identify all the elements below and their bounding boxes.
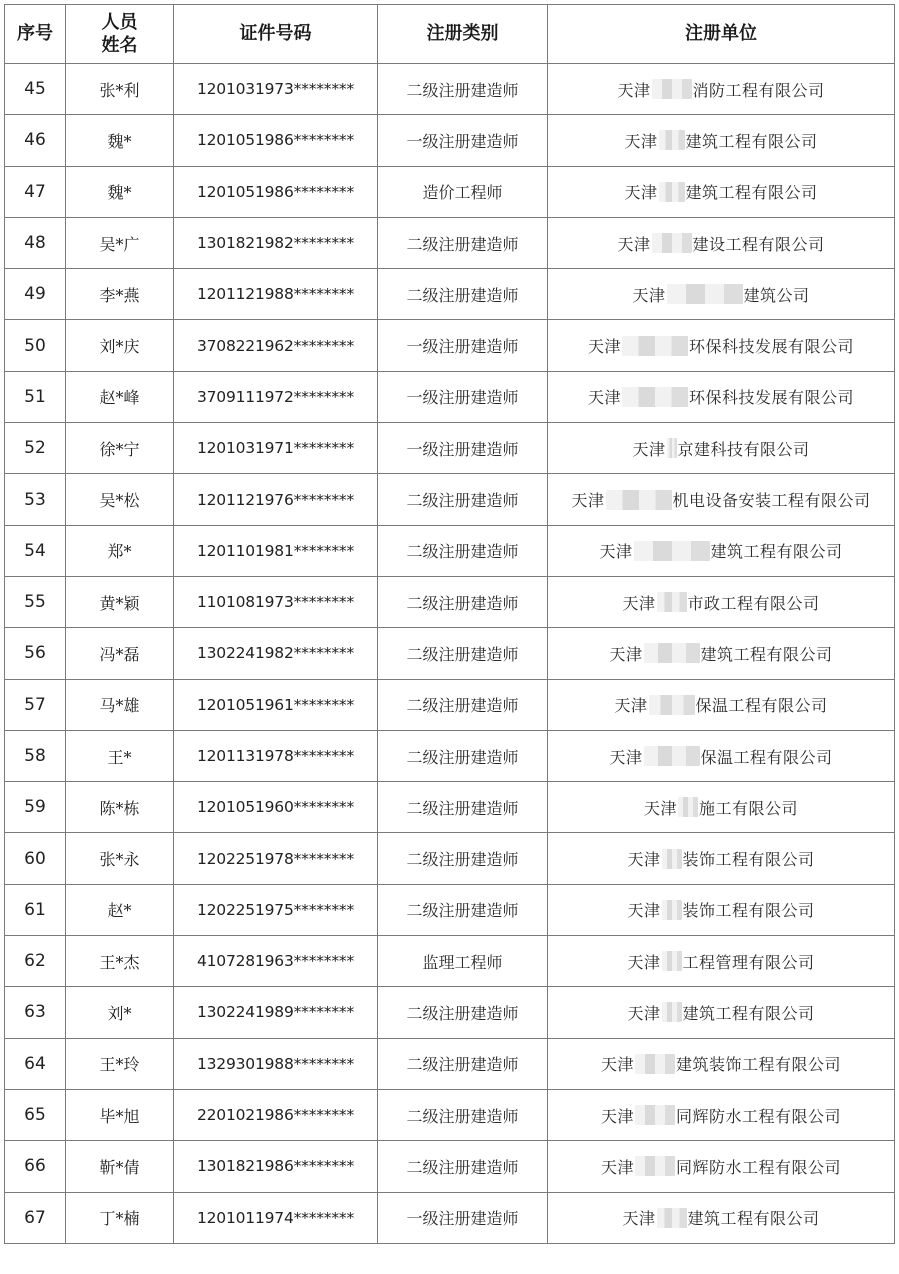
table-row: [5, 576, 895, 627]
row-id-number: 1201121976********: [174, 474, 378, 525]
table-row: [5, 782, 895, 833]
row-person-name: 靳*倩: [66, 1141, 174, 1192]
unit-prefix: 天津: [643, 798, 677, 818]
unit-text: [632, 283, 809, 306]
row-registration-unit: [548, 217, 895, 268]
table-row: [5, 730, 895, 781]
row-registration-unit: [548, 115, 895, 166]
unit-suffix: 环保科技发展有限公司: [689, 337, 855, 357]
row-registration-unit: [548, 884, 895, 935]
row-person-name: 吴*松: [66, 474, 174, 525]
row-person-name: 李*燕: [66, 269, 174, 320]
unit-prefix: 天津: [627, 901, 661, 921]
redaction-blur: [678, 797, 698, 817]
unit-suffix: 建筑工程有限公司: [685, 131, 818, 151]
row-registration-category: 二级注册建造师: [378, 217, 548, 268]
unit-prefix: 天津: [624, 131, 658, 151]
row-registration-unit: [548, 320, 895, 371]
redaction-blur: [662, 951, 682, 971]
row-id-number: 1329301988********: [174, 1038, 378, 1089]
unit-prefix: 天津: [632, 439, 666, 459]
redaction-blur: [652, 79, 692, 99]
unit-text: [571, 488, 870, 511]
unit-suffix: 建设工程有限公司: [692, 234, 825, 254]
row-id-number: 1202251978********: [174, 833, 378, 884]
unit-text: [644, 796, 798, 819]
header-row: [5, 5, 895, 64]
row-registration-category: 二级注册建造师: [378, 525, 548, 576]
unit-text: [627, 1001, 814, 1024]
unit-text: [624, 129, 817, 152]
table-row: [5, 474, 895, 525]
redaction-blur: [635, 1156, 675, 1176]
row-registration-category: 二级注册建造师: [378, 987, 548, 1038]
unit-suffix: 建筑工程有限公司: [687, 1209, 820, 1229]
unit-suffix: 市政工程有限公司: [687, 593, 820, 613]
unit-prefix: 天津: [622, 1209, 656, 1229]
unit-prefix: 天津: [627, 1003, 661, 1023]
row-registration-unit: [548, 1089, 895, 1140]
row-person-name: 张*利: [66, 64, 174, 115]
unit-text: [601, 1104, 841, 1127]
redaction-blur: [662, 1002, 682, 1022]
row-registration-category: 造价工程师: [378, 166, 548, 217]
unit-prefix: 天津: [600, 1106, 634, 1126]
table-row: [5, 371, 895, 422]
unit-suffix: 同辉防水工程有限公司: [676, 1157, 842, 1177]
row-id-number: 1202251975********: [174, 884, 378, 935]
unit-text: [609, 642, 832, 665]
row-person-name: 魏*: [66, 115, 174, 166]
unit-suffix: 消防工程有限公司: [692, 80, 825, 100]
unit-prefix: 天津: [587, 337, 621, 357]
unit-prefix: 天津: [624, 183, 658, 203]
unit-suffix: 建筑装饰工程有限公司: [676, 1055, 842, 1075]
row-person-name: 赵*峰: [66, 371, 174, 422]
unit-prefix: 天津: [627, 952, 661, 972]
row-registration-category: 二级注册建造师: [378, 1038, 548, 1089]
row-id-number: 2201021986********: [174, 1089, 378, 1140]
unit-text: [601, 1155, 841, 1178]
table-row: [5, 1192, 895, 1243]
unit-text: [599, 539, 842, 562]
row-id-number: 1201051960********: [174, 782, 378, 833]
row-registration-category: 二级注册建造师: [378, 576, 548, 627]
row-id-number: 1101081973********: [174, 576, 378, 627]
unit-suffix: 施工有限公司: [699, 798, 799, 818]
unit-suffix: 建筑工程有限公司: [682, 1003, 815, 1023]
unit-prefix: 天津: [600, 1055, 634, 1075]
redaction-blur: [635, 1054, 675, 1074]
table-row: [5, 833, 895, 884]
row-person-name: 赵*: [66, 884, 174, 935]
unit-prefix: 天津: [627, 850, 661, 870]
row-registration-unit: [548, 269, 895, 320]
unit-text: [614, 693, 827, 716]
row-index: 54: [5, 525, 66, 576]
row-index: 66: [5, 1141, 66, 1192]
row-registration-category: 二级注册建造师: [378, 1089, 548, 1140]
row-person-name: 刘*庆: [66, 320, 174, 371]
table-row: [5, 525, 895, 576]
table-row: [5, 1089, 895, 1140]
redaction-blur: [634, 541, 710, 561]
row-id-number: 1201031973********: [174, 64, 378, 115]
unit-prefix: 天津: [609, 747, 643, 767]
unit-suffix: 环保科技发展有限公司: [689, 388, 855, 408]
row-person-name: 王*杰: [66, 936, 174, 987]
unit-text: [627, 950, 814, 973]
table-row: [5, 269, 895, 320]
header-index: 序号: [5, 5, 66, 64]
row-index: 60: [5, 833, 66, 884]
row-index: 46: [5, 115, 66, 166]
row-index: 59: [5, 782, 66, 833]
redaction-blur: [635, 1105, 675, 1125]
row-person-name: 郑*: [66, 525, 174, 576]
redaction-blur: [649, 695, 695, 715]
row-index: 63: [5, 987, 66, 1038]
row-registration-unit: [548, 936, 895, 987]
table-row: [5, 987, 895, 1038]
row-person-name: 王*玲: [66, 1038, 174, 1089]
row-id-number: 1201121988********: [174, 269, 378, 320]
table-row: [5, 166, 895, 217]
redaction-blur: [622, 387, 688, 407]
row-registration-unit: [548, 525, 895, 576]
row-id-number: 1201051986********: [174, 166, 378, 217]
unit-suffix: 保温工程有限公司: [695, 696, 828, 716]
row-registration-unit: [548, 64, 895, 115]
redaction-blur: [667, 438, 677, 458]
row-index: 45: [5, 64, 66, 115]
row-registration-category: 一级注册建造师: [378, 371, 548, 422]
table-row: [5, 1038, 895, 1089]
row-id-number: 1201011974********: [174, 1192, 378, 1243]
unit-prefix: 天津: [632, 285, 666, 305]
table-row: [5, 423, 895, 474]
row-person-name: 刘*: [66, 987, 174, 1038]
header-registration-category: 注册类别: [378, 5, 548, 64]
row-person-name: 吴*广: [66, 217, 174, 268]
unit-suffix: 建筑工程有限公司: [685, 183, 818, 203]
row-registration-category: 二级注册建造师: [378, 730, 548, 781]
row-person-name: 张*永: [66, 833, 174, 884]
row-registration-category: 二级注册建造师: [378, 628, 548, 679]
row-registration-category: 二级注册建造师: [378, 782, 548, 833]
table-row: [5, 320, 895, 371]
row-registration-category: 二级注册建造师: [378, 884, 548, 935]
unit-text: [588, 334, 854, 357]
unit-text: [622, 591, 819, 614]
row-registration-category: 一级注册建造师: [378, 115, 548, 166]
row-registration-category: 二级注册建造师: [378, 64, 548, 115]
row-registration-category: 监理工程师: [378, 936, 548, 987]
row-person-name: 陈*栋: [66, 782, 174, 833]
row-person-name: 丁*楠: [66, 1192, 174, 1243]
redaction-blur: [644, 746, 700, 766]
redaction-blur: [667, 284, 743, 304]
row-index: 51: [5, 371, 66, 422]
unit-prefix: 天津: [617, 234, 651, 254]
row-person-name: 冯*磊: [66, 628, 174, 679]
row-id-number: 1201051961********: [174, 679, 378, 730]
redaction-blur: [644, 643, 700, 663]
unit-prefix: 天津: [600, 1157, 634, 1177]
row-index: 55: [5, 576, 66, 627]
table-row: [5, 679, 895, 730]
table-row: [5, 1141, 895, 1192]
unit-text: [617, 78, 824, 101]
unit-suffix: 装饰工程有限公司: [682, 901, 815, 921]
redaction-blur: [606, 490, 672, 510]
row-registration-category: 二级注册建造师: [378, 833, 548, 884]
redaction-blur: [657, 1208, 687, 1228]
row-registration-category: 二级注册建造师: [378, 679, 548, 730]
row-id-number: 1301821986********: [174, 1141, 378, 1192]
row-person-name: 马*雄: [66, 679, 174, 730]
row-registration-unit: [548, 1038, 895, 1089]
redaction-blur: [662, 849, 682, 869]
table-row: [5, 64, 895, 115]
unit-suffix: 建筑公司: [743, 285, 810, 305]
row-registration-category: 一级注册建造师: [378, 1192, 548, 1243]
unit-suffix: 同辉防水工程有限公司: [676, 1106, 842, 1126]
row-registration-unit: [548, 628, 895, 679]
unit-prefix: 天津: [571, 491, 605, 511]
row-id-number: 3708221962********: [174, 320, 378, 371]
row-person-name: 魏*: [66, 166, 174, 217]
row-index: 64: [5, 1038, 66, 1089]
row-index: 56: [5, 628, 66, 679]
row-id-number: 1302241982********: [174, 628, 378, 679]
row-registration-unit: [548, 1141, 895, 1192]
row-registration-category: 一级注册建造师: [378, 423, 548, 474]
row-registration-unit: [548, 782, 895, 833]
redaction-blur: [657, 592, 687, 612]
unit-prefix: 天津: [599, 542, 633, 562]
unit-prefix: 天津: [614, 696, 648, 716]
row-id-number: 1201031971********: [174, 423, 378, 474]
row-index: 62: [5, 936, 66, 987]
unit-text: [627, 847, 814, 870]
row-id-number: 1201101981********: [174, 525, 378, 576]
unit-suffix: 机电设备安装工程有限公司: [672, 491, 871, 511]
row-person-name: 徐*宁: [66, 423, 174, 474]
unit-text: [601, 1052, 841, 1075]
row-registration-category: 二级注册建造师: [378, 269, 548, 320]
unit-prefix: 天津: [587, 388, 621, 408]
row-index: 67: [5, 1192, 66, 1243]
row-index: 53: [5, 474, 66, 525]
row-index: 61: [5, 884, 66, 935]
row-registration-unit: [548, 730, 895, 781]
row-registration-unit: [548, 423, 895, 474]
row-id-number: 1301821982********: [174, 217, 378, 268]
table-row: [5, 936, 895, 987]
unit-text: [609, 745, 832, 768]
row-index: 49: [5, 269, 66, 320]
unit-suffix: 保温工程有限公司: [700, 747, 833, 767]
row-person-name: 毕*旭: [66, 1089, 174, 1140]
row-registration-unit: [548, 679, 895, 730]
row-registration-unit: [548, 987, 895, 1038]
row-index: 57: [5, 679, 66, 730]
table-header: [5, 5, 895, 64]
row-person-name: 黄*颖: [66, 576, 174, 627]
row-registration-category: 二级注册建造师: [378, 1141, 548, 1192]
row-registration-unit: [548, 474, 895, 525]
row-registration-unit: [548, 576, 895, 627]
unit-text: [588, 385, 854, 408]
row-index: 65: [5, 1089, 66, 1140]
row-id-number: 1302241989********: [174, 987, 378, 1038]
unit-text: [632, 437, 809, 460]
header-person-name: [66, 5, 174, 64]
redaction-blur: [659, 182, 685, 202]
unit-prefix: 天津: [622, 593, 656, 613]
unit-suffix: 建筑工程有限公司: [700, 644, 833, 664]
row-index: 47: [5, 166, 66, 217]
row-index: 50: [5, 320, 66, 371]
row-id-number: 3709111972********: [174, 371, 378, 422]
table-body: [5, 64, 895, 1244]
table-row: [5, 115, 895, 166]
table-row: [5, 628, 895, 679]
row-registration-category: 一级注册建造师: [378, 320, 548, 371]
registration-table: [4, 4, 895, 1244]
unit-suffix: 装饰工程有限公司: [682, 850, 815, 870]
header-registration-unit: 注册单位: [548, 5, 895, 64]
row-person-name: 王*: [66, 730, 174, 781]
unit-suffix: 京建科技有限公司: [677, 439, 810, 459]
row-index: 52: [5, 423, 66, 474]
unit-suffix: 工程管理有限公司: [682, 952, 815, 972]
unit-text: [627, 898, 814, 921]
table-row: [5, 884, 895, 935]
header-person-name-text: 人员姓名: [101, 11, 138, 56]
row-registration-unit: [548, 1192, 895, 1243]
row-index: 48: [5, 217, 66, 268]
unit-prefix: 天津: [617, 80, 651, 100]
table-row: [5, 217, 895, 268]
redaction-blur: [622, 336, 688, 356]
row-registration-unit: [548, 166, 895, 217]
header-id-number: 证件号码: [174, 5, 378, 64]
row-registration-unit: [548, 371, 895, 422]
row-registration-category: 二级注册建造师: [378, 474, 548, 525]
unit-suffix: 建筑工程有限公司: [710, 542, 843, 562]
row-registration-unit: [548, 833, 895, 884]
row-id-number: 1201051986********: [174, 115, 378, 166]
row-id-number: 1201131978********: [174, 730, 378, 781]
row-index: 58: [5, 730, 66, 781]
redaction-blur: [652, 233, 692, 253]
row-id-number: 4107281963********: [174, 936, 378, 987]
redaction-blur: [662, 900, 682, 920]
unit-text: [617, 232, 824, 255]
redaction-blur: [659, 130, 685, 150]
unit-text: [624, 180, 817, 203]
unit-prefix: 天津: [609, 644, 643, 664]
unit-text: [622, 1206, 819, 1229]
